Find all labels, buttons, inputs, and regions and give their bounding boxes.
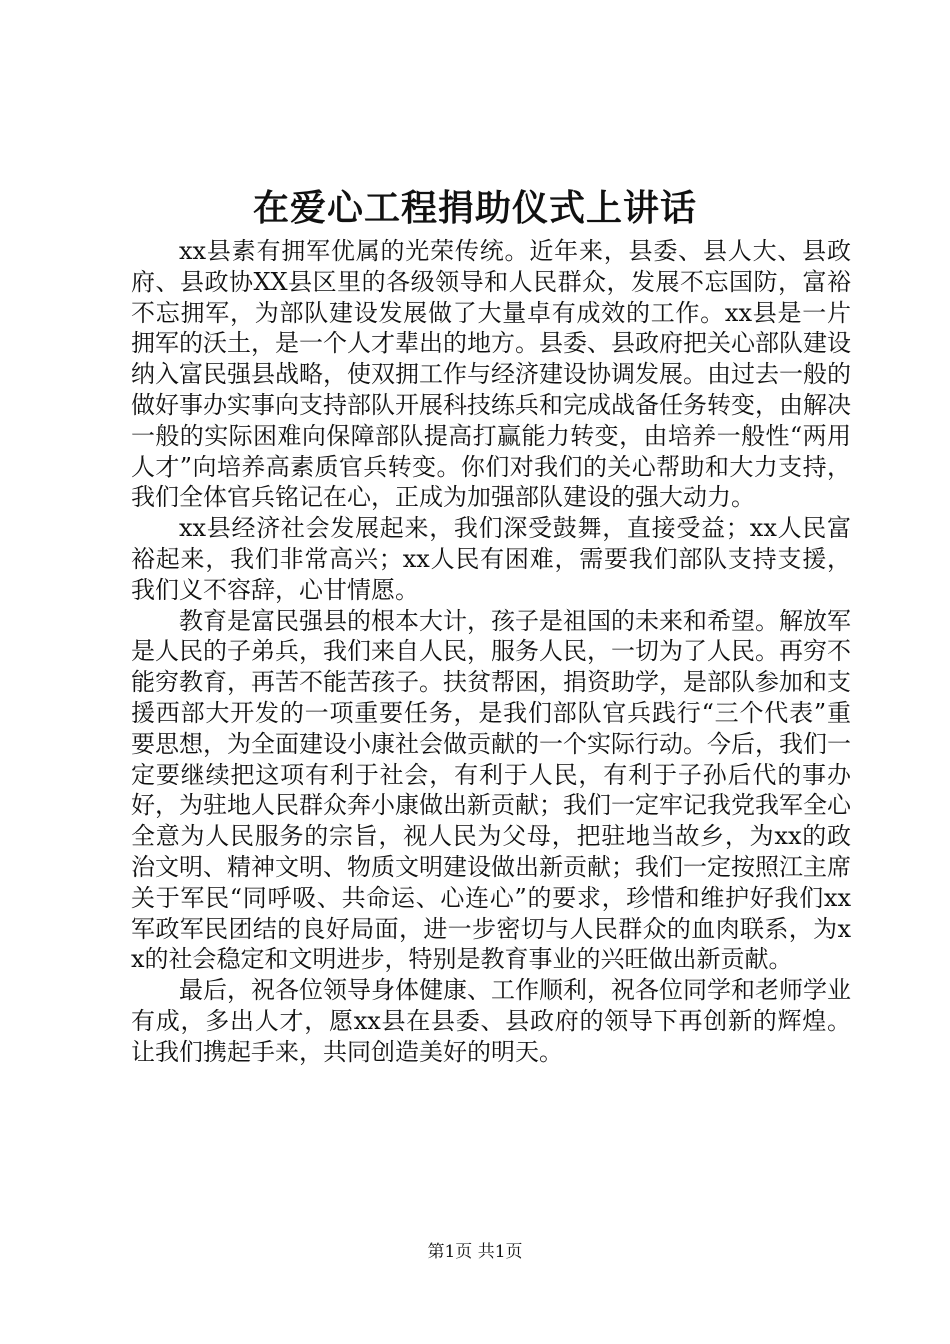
page-number-footer: 第1页 共1页 [427, 1242, 523, 1262]
paragraph-4: 最后，祝各位领导身体健康、工作顺利，祝各位同学和老师学业有成，多出人才，愿xx县在县委、县政府的领导下再创新的辉煌。让我们携起手来，共同创造美好的明天。 [131, 976, 851, 1066]
paragraph-3: 教育是富民强县的根本大计，孩子是祖国的未来和希望。解放军是人民的子弟兵，我们来自人民，服务人民，一切为了人民。再穷不能穷教育，再苦不能苦孩子。扶贫帮困，捐资助学，是部队参加和支援西部大开发的一项重要任务，是我们部队官兵践行“三个代表”重要思想，为全面建设小康社会做贡献的一个实际行动。今后，我们一定要继续把这项有利于社会，有利于人民，有利于子孙后代的事办好，为驻地人民群众奔小康做出新贡献；我们一定牢记我党我军全心全意为人民服务的宗旨，视人民为父母，把驻地当故乡，为xx的政治文明、精神文明、物质文明建设做出新贡献；我们一定按照江主席关于军民“同呼吸、共命运、心连心”的要求，珍惜和维护好我们xx军政军民团结的良好局面，进一步密切与人民群众的血肉联系，为xx的社会稳定和文明进步，特别是教育事业的兴旺做出新贡献。 [131, 606, 851, 974]
document-title: 在爱心工程捐助仪式上讲话 [252, 187, 697, 229]
paragraph-1: xx县素有拥军优属的光荣传统。近年来，县委、县人大、县政府、县政协XX县区里的各级领导和人民群众，发展不忘国防，富裕不忘拥军，为部队建设发展做了大量卓有成效的工作。xx县是一片拥军的沃土，是一个人才辈出的地方。县委、县政府把关心部队建设纳入富民强县战略，使双拥工作与经济建设协调发展。由过去一般的做好事办实事向支持部队开展科技练兵和完成战备任务转变，由解决一般的实际困难向保障部队提高打赢能力转变，由培养一般性“两用人才”向培养高素质官兵转变。你们对我们的关心帮助和大力支持，我们全体官兵铭记在心，正成为加强部队建设的强大动力。 [131, 237, 851, 512]
document-body [131, 236, 851, 1068]
paragraph-2: xx县经济社会发展起来，我们深受鼓舞，直接受益；xx人民富裕起来，我们非常高兴；xx人民有困难，需要我们部队支持支援，我们义不容辞，心甘情愿。 [131, 514, 851, 604]
